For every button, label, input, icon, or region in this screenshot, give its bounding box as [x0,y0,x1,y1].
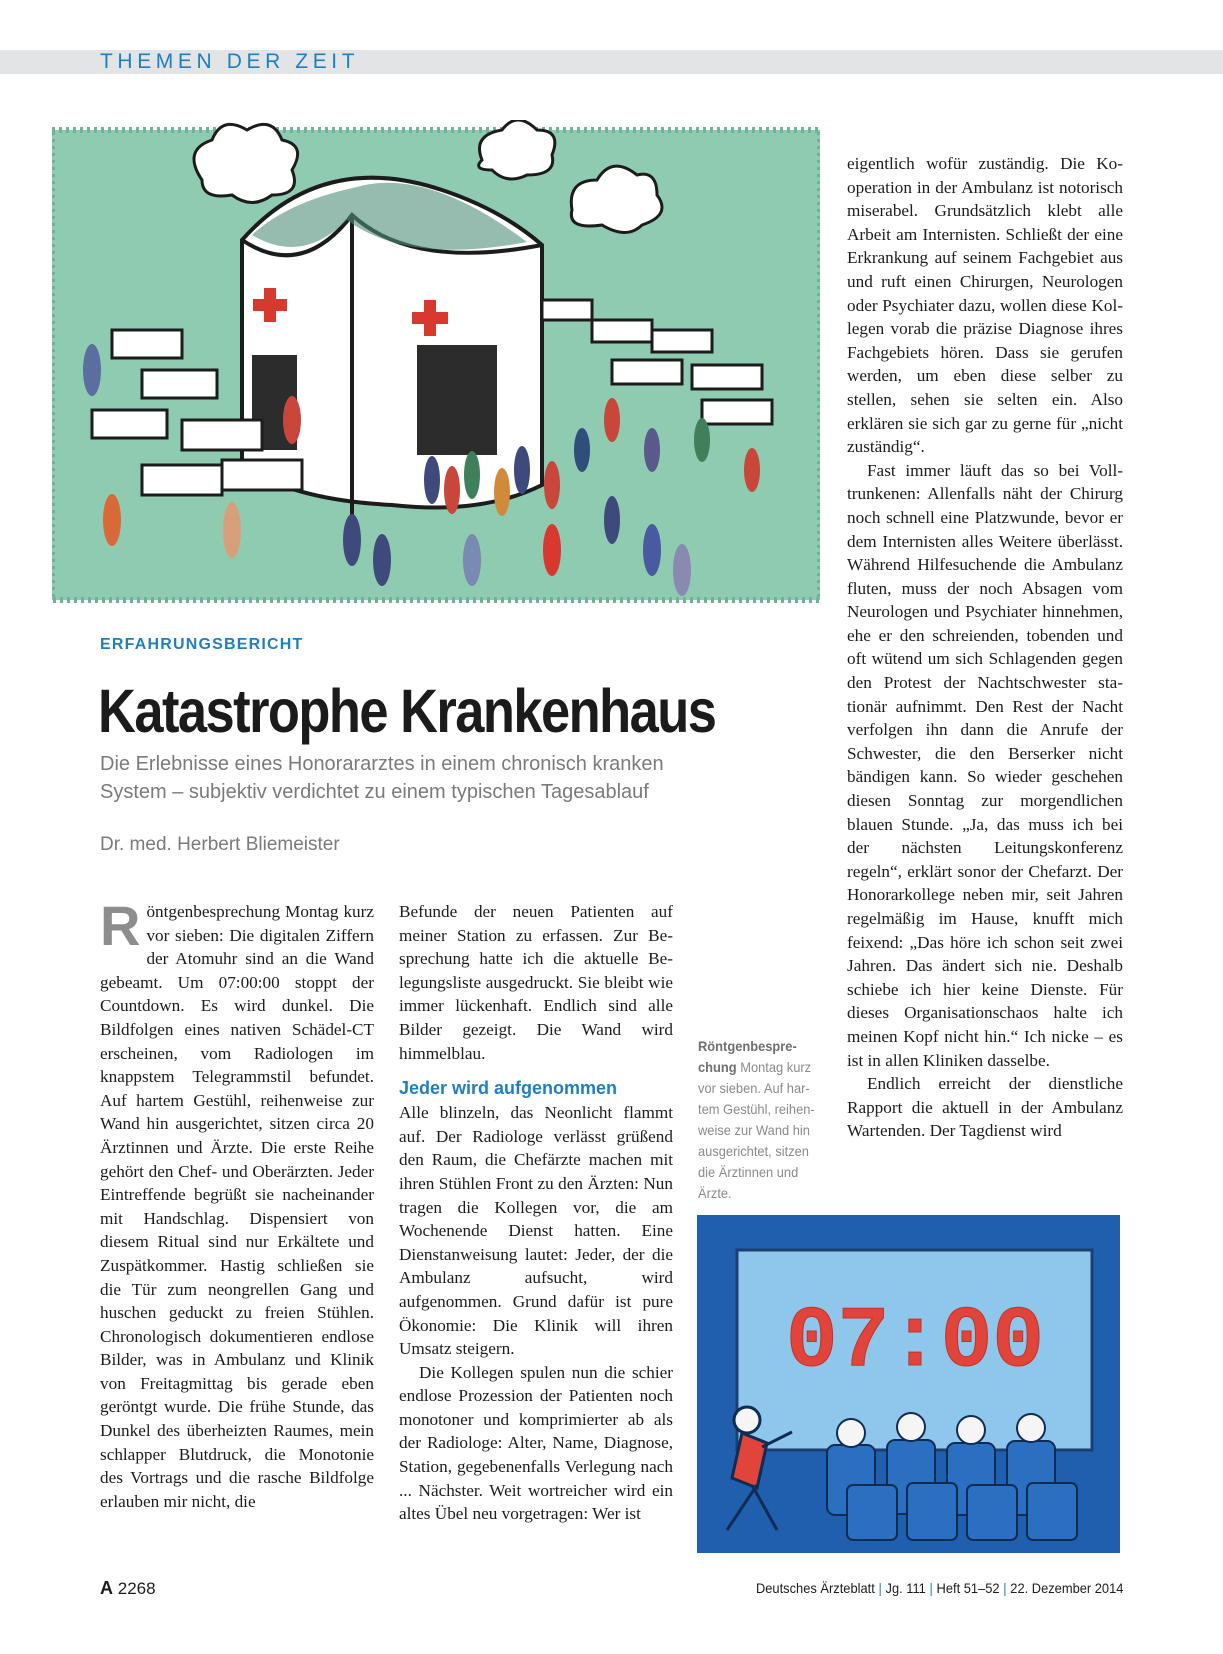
paragraph-6: Fast immer läuft das so bei Volltrunkenen: Allenfalls näht der Chirurg noch schnell eine Platzwunde, bevor er dem Internisten alles Weitere überlässt. Während Hilfesuchende die Ambulanz fluten, muss der noch Absagen vom Neurologen und Psychiater hinnehmen, ehe er den schreienden, tobenden und oft wütend um sich Schlagenden gegen den Protest der Nachtschwester stationär aufnimmt. Den Rest der Nacht verfolgen ihn dann die Anrufe der Schwester, die den Berserker nicht bändigen kann. So wieder geschehen diesen Sonntag zur morgendlichen blauen Stunde. „Ja, das muss ich bei der nächsten Leitungskonferenz regeln“, erklärt sonor der Chefarzt. Der Honorarkollege neben mir, seit Jahren regelmäßig im Hause, knufft mich feixend: „Das höre ich schon seit zwei Jahren. Das ändert sich nie. Deshalb schiebe ich hier keine Dienste. Für dieses Organisationschaos halte ich meinen Kopf nicht hin.“ Ich nicke – es ist in allen Kliniken dasselbe. [847,460,1123,1070]
paragraph-5: eigentlich wofür zuständig. Die Kooperation in der Ambulanz ist notorisch miserabel. Grundsätzlich klebt alle Arbeit am Internisten. Schließt der eine Erkrankung auf seinem Fachgebiet aus und ruft einen Chirurgen, Neurologen oder Psychiater dazu, wollen diese Kollegen vorab die präzise Diagnose ihres Fachgebiets hören. Dass sie gerufen werden, um eben diese selber zu stellen, sehen sie selten ein. Also erklären sie sich gar zu gerne für „nicht zuständig“. [847,154,1123,457]
body-column-2 [399,900,673,1526]
page-number: A 2268 [100,1578,156,1598]
article-kicker: ERFAHRUNGSBERICHT [100,636,304,653]
journal-info: Deutsches Ärzteblatt | Jg. 111 | Heft 51–52 | 22. Dezember 2014 [755,1580,1123,1596]
caption-lead: Röntgenbesprechung [698,1038,797,1075]
image-caption [698,1036,816,1204]
paragraph-3: Alle blinzeln, das Neonlicht flammt auf. Der Radiologe verlässt grüßend den Raum, die Chefärzte machen mit ihren Stühlen Front zu den Ärzten: Nun tragen die Kollegen vor, die am Wochenende Dienst hatten. Eine Dienstanweisung lautet: Jeder, der die Ambulanz aufsucht, wird aufgenommen. Grund dafür ist pure Ökonomie: Die Klinik will ihren Umsatz steigern. [399,1103,673,1359]
paragraph-7: Endlich erreicht der dienstliche Rapport die aktuell in der Ambulanz Wartenden. Der Tagdienst wird [847,1074,1123,1141]
paragraph-1: öntgenbesprechung Montag kurz vor sieben: Die digitalen Ziffern der Atomuhr sind an die Wand gebeamt. Um 07:00:00 stoppt der Countdown. Es wird dunkel. Die Bildfolgen eines nativen Schädel-CT erscheinen, vom Radiologen im knappstem Telegrammstil befundet. Auf hartem Gestühl, reihenweise zur Wand hin ausgerichtet, sitzen circa 20 Ärztinnen und Ärzte. Die erste Reihe gehört den Chef- und Oberärzten. Jeder Eintreffende begrüßt sie nacheinander mit Handschlag. Dispensiert von diesem Ritual sind nur Erkältete und Zuspätkommer. Hastig schließen sie die Tür zum neongrellen Gang und huschen geduckt zu freien Stühlen. Chronologisch dokumentieren endlose Bilder, was in Ambulanz und Klinik von Freitagmittag bis gerade eben geröntgt wurde. Die frühe Stunde, das Dunkel des überheizten Raumes, mein schlapper Blutdruck, die Monotonie des Vortrags und die rasche Bildfolge erlauben mir nicht, die [100,902,374,1511]
section-subhead: Jeder wird aufgenommen [399,1078,618,1099]
body-column-1 [100,894,374,1513]
journal-date: 22. Dezember 2014 [1009,1580,1123,1596]
body-column-3 [847,152,1123,1143]
clock-meeting-illustration [697,1215,1120,1553]
caption-text: Montag kurz vor sieben. Auf hartem Gestühl, reihenweise zur Wand hin ausgerichtet, sitzen die Ärztinnen und Ärzte. [698,1059,815,1201]
article-author: Dr. med. Herbert Bliemeister [100,834,340,855]
journal-name: Deutsches Ärzteblatt [755,1580,875,1596]
journal-volume: Jg. 111 [885,1580,926,1596]
paragraph-4: Die Kollegen spulen nun die schier endlose Prozession der Patienten noch monotoner und komprimierter ab als der Radiologe: Alter, Name, Diagnose, Station, gegebenenfalls Verlegung nach ... Nächster. Weit wortreicher wird ein altes Übel neu vorgetragen: Wer ist [399,1362,673,1524]
subtitle-line-2: System – subjektiv verdichtet zu einem typischen Tagesablauf [100,781,649,803]
section-title: THEMEN DER ZEIT [100,50,360,73]
drop-cap: R [100,894,141,957]
article-title: Katastrophe Krankenhaus [98,677,716,745]
clock-display: 07:00 [785,1293,1045,1391]
paragraph-2: Befunde der neuen Patienten auf meiner Station zu erfassen. Zur Besprechung hatte ich die aktuelle Belegungsliste ausgedruckt. Sie bleibt wie immer lückenhaft. Endlich sind alle Bilder gezeigt. Die Wand wird himmelblau. [399,902,673,1063]
subtitle-line-1: Die Erlebnisse eines Honorararztes in einem chronisch kranken [100,753,664,775]
hospital-illustration [52,120,820,610]
article-subtitle [100,750,780,806]
journal-issue: Heft 51–52 [936,1580,1000,1596]
